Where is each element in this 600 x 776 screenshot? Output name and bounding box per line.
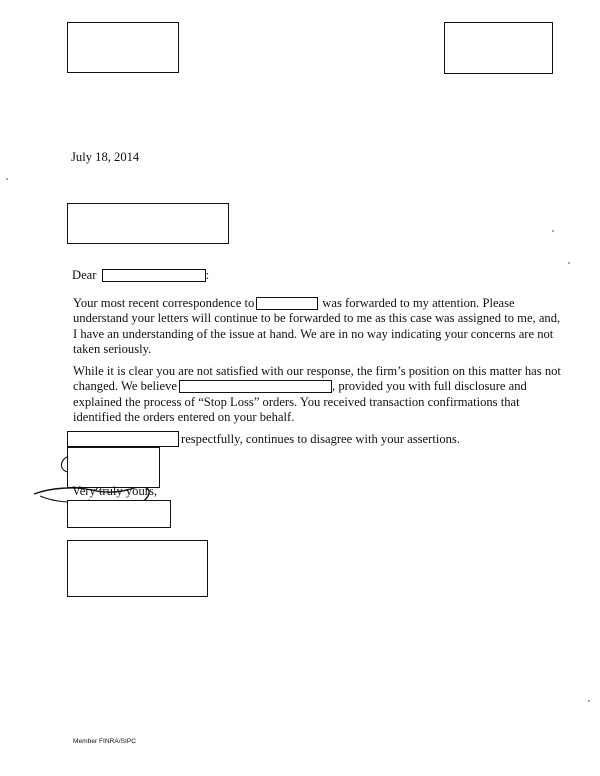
redacted-recipient-name	[102, 269, 206, 282]
paragraph-2-line-2	[73, 379, 561, 394]
salutation-suffix: :	[205, 268, 210, 282]
paragraph-1	[73, 296, 560, 358]
scan-speck	[552, 230, 554, 232]
scan-speck	[568, 262, 570, 264]
footer-member-text: Member FINRA/SIPC	[73, 738, 137, 745]
salutation-prefix: Dear	[72, 268, 97, 282]
paragraph-1-line-3: I have an understanding of the issue at hand. We are in no way indicating your concerns are not	[73, 326, 554, 341]
scan-speck	[588, 700, 590, 702]
paragraph-1-line-4: taken seriously.	[73, 342, 152, 357]
redacted-firm-name-2	[179, 380, 332, 393]
p1-text-b: was forwarded to my attention. Please	[322, 296, 515, 310]
redacted-recipient-address	[67, 203, 229, 244]
paragraph-1-line-1	[73, 296, 560, 311]
letter-date: July 18, 2014	[71, 150, 140, 164]
redacted-logo-right	[444, 22, 553, 74]
scan-speck	[6, 178, 8, 180]
redacted-firm-name-3	[67, 431, 179, 447]
paragraph-2-line-1: While it is clear you are not satisfied with our response, the firm’s position on this matter has not	[73, 364, 561, 378]
p2-text-b: , provided you with full disclosure and	[332, 379, 527, 394]
paragraph-2-line-4: identified the orders entered on your behalf.	[73, 410, 295, 425]
salutation	[72, 268, 209, 283]
p2-text-a: changed. We believe	[73, 379, 178, 394]
closing: Very truly yours,	[72, 484, 157, 498]
paragraph-3: respectfully, continues to disagree with your assertions.	[181, 432, 460, 446]
redacted-firm-name-1	[256, 297, 318, 310]
redacted-signer-details	[67, 540, 208, 597]
paragraph-2-line-3: explained the process of “Stop Loss” orders. You received transaction confirmations that	[73, 394, 520, 409]
redacted-logo-left	[67, 22, 179, 73]
p1-text-a: Your most recent correspondence to	[73, 296, 255, 310]
redacted-signer-name	[67, 500, 171, 528]
redacted-signature	[67, 447, 160, 488]
paragraph-1-line-2: understand your letters will continue to be forwarded to me as this case was assigned to me, and,	[73, 311, 561, 326]
paragraph-2	[73, 364, 561, 426]
